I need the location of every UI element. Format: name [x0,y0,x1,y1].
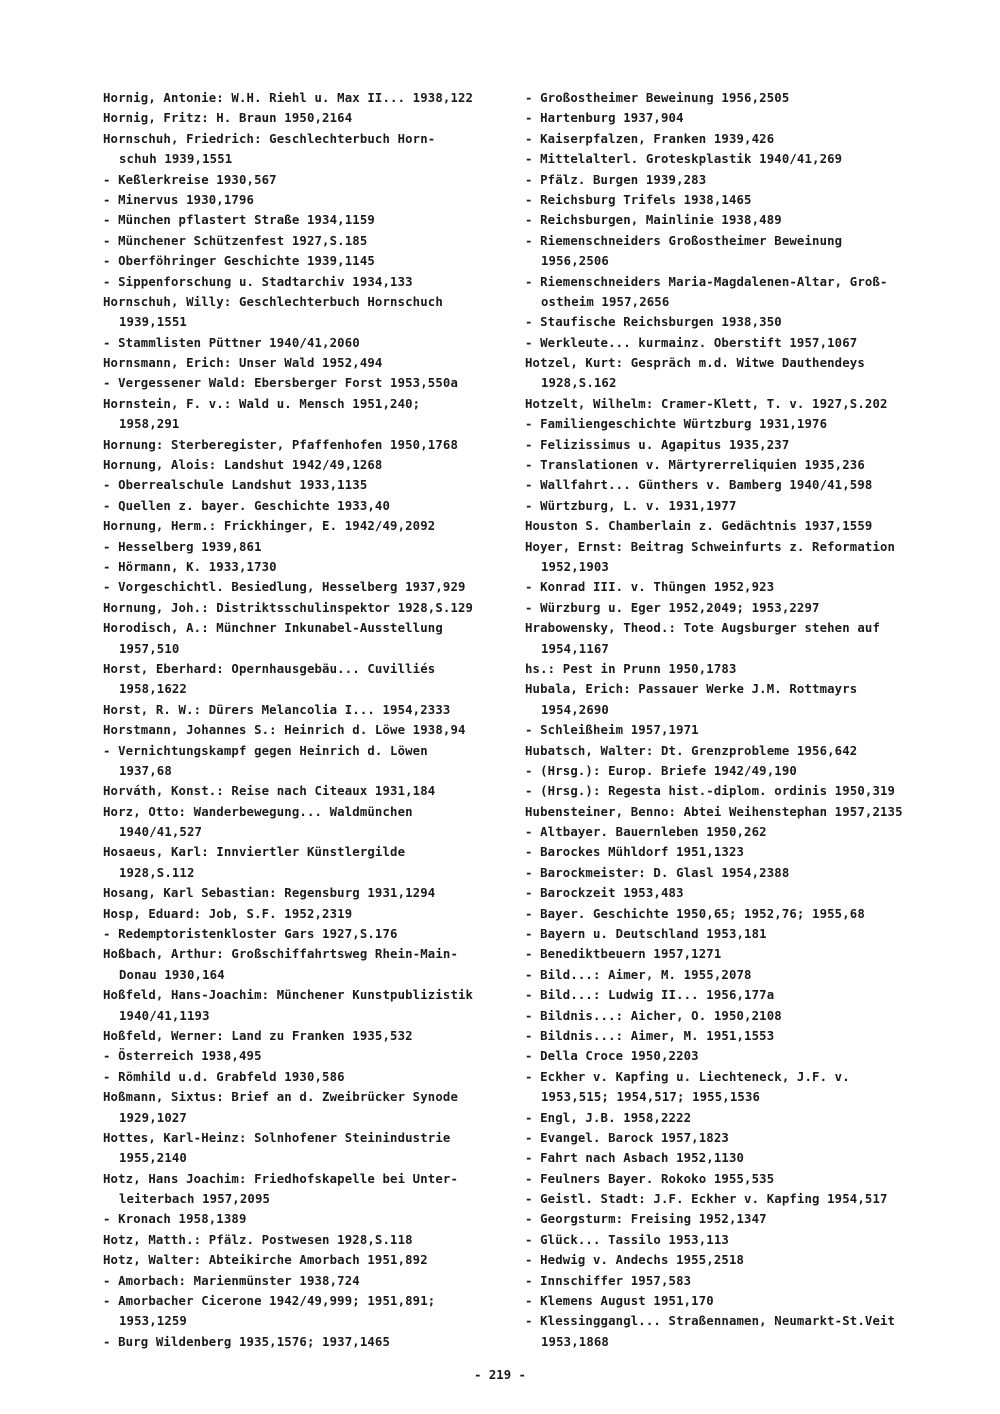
index-entry: - Würtzburg, L. v. 1931,1977 [525,498,737,513]
index-entry: - Schleißheim 1957,1971 [525,723,699,738]
index-entry-continuation: ostheim 1957,2656 [541,294,670,309]
index-entry: Hornung, Alois: Landshut 1942/49,1268 [103,458,383,473]
index-entry-continuation: 1953,515; 1954,517; 1955,1536 [541,1090,761,1105]
index-entry-continuation: 1940/41,1193 [119,1008,210,1023]
index-entry: - Bayern u. Deutschland 1953,181 [525,927,767,942]
index-entry: Houston S. Chamberlain z. Gedächtnis 1937,1559 [525,519,873,534]
index-entry-continuation: 1939,1551 [119,315,187,330]
index-entry: - Vorgeschichtl. Besiedlung, Hesselberg 1937,929 [103,580,466,595]
index-entry: - Riemenschneiders Großostheimer Beweinung [525,233,843,248]
left-column [103,88,513,1352]
index-entry: - Hedwig v. Andechs 1955,2518 [525,1253,745,1268]
index-entry-continuation: schuh 1939,1551 [119,152,233,167]
index-entry: Hosang, Karl Sebastian: Regensburg 1931,1294 [103,886,436,901]
index-entry-continuation: 1958,291 [119,417,180,432]
index-entry: - Altbayer. Bauernleben 1950,262 [525,825,767,840]
index-entry: Hornig, Antonie: W.H. Riehl u. Max II... 1938,122 [103,91,474,105]
index-entry-continuation: 1953,1868 [541,1334,609,1349]
index-entry: - Feulners Bayer. Rokoko 1955,535 [525,1171,775,1186]
index-entry: - Eckher v. Kapfing u. Liechteneck, J.F. v. [525,1069,850,1084]
index-entry: Hoßfeld, Werner: Land zu Franken 1935,532 [103,1028,413,1043]
index-entry: - Barockmeister: D. Glasl 1954,2388 [525,865,790,880]
index-entry: - Evangel. Barock 1957,1823 [525,1130,729,1145]
index-entry: - (Hrsg.): Regesta hist.-diplom. ordinis 1950,319 [525,784,896,799]
index-entry: Hubala, Erich: Passauer Werke J.M. Rottmayrs [525,682,858,697]
index-entry: - Burg Wildenberg 1935,1576; 1937,1465 [103,1334,391,1349]
right-column [525,88,945,1352]
index-entry: Hoßmann, Sixtus: Brief an d. Zweibrücker Synode [103,1090,459,1105]
index-entry: Hornschuh, Willy: Geschlechterbuch Hornschuch [103,294,443,309]
index-entry: hs.: Pest in Prunn 1950,1783 [525,661,737,676]
index-entry: - Hartenburg 1937,904 [525,111,684,126]
index-entry: - Amorbacher Cicerone 1942/49,999; 1951,891; [103,1294,436,1309]
index-entry-continuation: leiterbach 1957,2095 [119,1192,271,1207]
index-entry: - Oberrealschule Landshut 1933,1135 [103,478,368,493]
index-entry: - Großostheimer Beweinung 1956,2505 [525,91,790,105]
index-entry: - Bild...: Ludwig II... 1956,177a [525,988,775,1003]
index-entry-continuation: 1952,1903 [541,559,609,574]
index-entry: - Werkleute... kurmainz. Oberstift 1957,1067 [525,335,858,350]
index-entry: Hotzel, Kurt: Gespräch m.d. Witwe Dauthendeys [525,356,865,371]
index-entry: Hosp, Eduard: Job, S.F. 1952,2319 [103,906,353,921]
index-entry: - Amorbach: Marienmünster 1938,724 [103,1273,360,1288]
index-entry: Horst, R. W.: Dürers Melancolia I... 1954,2333 [103,702,451,717]
index-entry: Hoßfeld, Hans-Joachim: Münchener Kunstpublizistik [103,988,474,1003]
index-entry: - Konrad III. v. Thüngen 1952,923 [525,580,775,595]
index-entry: Hornschuh, Friedrich: Geschlechterbuch Horn- [103,131,436,146]
index-entry: - Hesselberg 1939,861 [103,539,262,554]
index-entry-continuation: 1958,1622 [119,682,187,697]
index-entry: - Reichsburg Trifels 1938,1465 [525,192,752,207]
index-entry: Horz, Otto: Wanderbewegung... Waldmünchen [103,804,413,819]
index-entry: - Bayer. Geschichte 1950,65; 1952,76; 1955,68 [525,906,865,921]
index-entry: - Mittelalterl. Groteskplastik 1940/41,269 [525,152,843,167]
index-entry: - Innschiffer 1957,583 [525,1273,692,1288]
index-entry-continuation: 1953,1259 [119,1314,187,1329]
index-entry: Hornsmann, Erich: Unser Wald 1952,494 [103,356,383,371]
index-entry: Hotzelt, Wilhelm: Cramer-Klett, T. v. 1927,S.202 [525,396,888,411]
index-entry: - Glück... Tassilo 1953,113 [525,1232,729,1247]
index-entry: - Bildnis...: Aimer, M. 1951,1553 [525,1028,775,1043]
index-entry-continuation: 1955,2140 [119,1151,187,1166]
index-entry: Hoyer, Ernst: Beitrag Schweinfurts z. Reformation [525,539,896,554]
index-entry: - Würzburg u. Eger 1952,2049; 1953,2297 [525,600,820,615]
index-entry: Horodisch, A.: Münchner Inkunabel-Ausstellung [103,621,443,636]
index-entry: Hoßbach, Arthur: Großschiffahrtsweg Rhein-Main- [103,947,459,962]
index-entry: - Benediktbeuern 1957,1271 [525,947,722,962]
index-entry: - Staufische Reichsburgen 1938,350 [525,315,782,330]
index-entry-continuation: 1957,510 [119,641,180,656]
index-entry: - Klemens August 1951,170 [525,1294,714,1309]
index-entry: - Reichsburgen, Mainlinie 1938,489 [525,213,782,228]
index-entry: - Österreich 1938,495 [103,1049,262,1064]
index-entry: - Münchener Schützenfest 1927,S.185 [103,233,368,248]
page-number: - 219 - [474,1368,526,1382]
index-entry: - Keßlerkreise 1930,567 [103,172,277,187]
index-entry-continuation: 1954,1167 [541,641,609,656]
index-entry: - Oberföhringer Geschichte 1939,1145 [103,254,375,269]
index-entry: - Della Croce 1950,2203 [525,1049,699,1064]
index-entry: Horstmann, Johannes S.: Heinrich d. Löwe 1938,94 [103,723,466,738]
index-entry: - Kaiserpfalzen, Franken 1939,426 [525,131,775,146]
index-entry: - Barockes Mühldorf 1951,1323 [525,845,745,860]
index-entry: - Engl, J.B. 1958,2222 [525,1110,692,1125]
index-entry: Hubensteiner, Benno: Abtei Weihenstephan 1957,2135 [525,804,903,819]
index-entry-continuation: 1954,2690 [541,702,609,717]
index-entry: - Redemptoristenkloster Gars 1927,S.176 [103,927,398,942]
index-entry: - Wallfahrt... Günthers v. Bamberg 1940/41,598 [525,478,873,493]
index-entry-continuation: Donau 1930,164 [119,967,225,982]
index-entry: Hubatsch, Walter: Dt. Grenzprobleme 1956,642 [525,743,858,758]
index-entry: Hornstein, F. v.: Wald u. Mensch 1951,240; [103,396,421,411]
index-entry-continuation: 1929,1027 [119,1110,187,1125]
index-entry: Hornung: Sterberegister, Pfaffenhofen 1950,1768 [103,437,459,452]
index-entry: - Bild...: Aimer, M. 1955,2078 [525,967,752,982]
index-entry: Hottes, Karl-Heinz: Solnhofener Steinindustrie [103,1130,451,1145]
index-entry: Hrabowensky, Theod.: Tote Augsburger stehen auf [525,621,881,636]
index-entry: - Familiengeschichte Würtzburg 1931,1976 [525,417,828,432]
index-entry-continuation: 1928,S.162 [541,376,617,391]
index-entry-continuation: 1940/41,527 [119,825,203,840]
index-entry: Hornung, Joh.: Distriktsschulinspektor 1928,S.129 [103,600,474,615]
index-entry: - (Hrsg.): Europ. Briefe 1942/49,190 [525,763,797,778]
index-entry: Hotz, Walter: Abteikirche Amorbach 1951,892 [103,1253,428,1268]
index-entry: Hosaeus, Karl: Innviertler Künstlergilde [103,845,406,860]
index-entry-continuation: 1937,68 [119,763,172,778]
index-entry: - Klessinggangl... Straßennamen, Neumarkt-St.Veit [525,1314,896,1329]
index-entry: Hornung, Herm.: Frickhinger, E. 1942/49,2092 [103,519,436,534]
index-entry: - Stammlisten Püttner 1940/41,2060 [103,335,360,350]
index-entry: - Sippenforschung u. Stadtarchiv 1934,133 [103,274,413,289]
index-entry: - Felizissimus u. Agapitus 1935,237 [525,437,790,452]
index-entry: - Translationen v. Märtyrerreliquien 1935,236 [525,458,865,473]
index-entry: Hotz, Matth.: Pfälz. Postwesen 1928,S.118 [103,1232,413,1247]
index-entry-continuation: 1928,S.112 [119,865,195,880]
index-entry: Hotz, Hans Joachim: Friedhofskapelle bei Unter- [103,1171,459,1186]
index-entry: - Vergessener Wald: Ebersberger Forst 1953,550a [103,376,459,391]
index-entry: - Barockzeit 1953,483 [525,886,684,901]
index-entry: - Minervus 1930,1796 [103,192,255,207]
index-entry: Horst, Eberhard: Opernhausgebäu... Cuvilliés [103,661,436,676]
index-entry: - Römhild u.d. Grabfeld 1930,586 [103,1069,345,1084]
index-entry: - Bildnis...: Aicher, O. 1950,2108 [525,1008,782,1023]
index-entry-continuation: 1956,2506 [541,254,609,269]
index-entry: Hornig, Fritz: H. Braun 1950,2164 [103,111,353,126]
index-entry: - Riemenschneiders Maria-Magdalenen-Altar, Groß- [525,274,888,289]
index-entry: - Kronach 1958,1389 [103,1212,247,1227]
index-entry: - Vernichtungskampf gegen Heinrich d. Löwen [103,743,428,758]
index-entry: - Pfälz. Burgen 1939,283 [525,172,707,187]
index-entry: - Fahrt nach Asbach 1952,1130 [525,1151,745,1166]
index-entry: - Quellen z. bayer. Geschichte 1933,40 [103,498,391,513]
index-entry: - Geistl. Stadt: J.F. Eckher v. Kapfing 1954,517 [525,1192,888,1207]
index-entry: - München pflastert Straße 1934,1159 [103,213,375,228]
index-entry: - Georgsturm: Freising 1952,1347 [525,1212,767,1227]
index-entry: Horváth, Konst.: Reise nach Citeaux 1931,184 [103,784,436,799]
index-entry: - Hörmann, K. 1933,1730 [103,559,277,574]
